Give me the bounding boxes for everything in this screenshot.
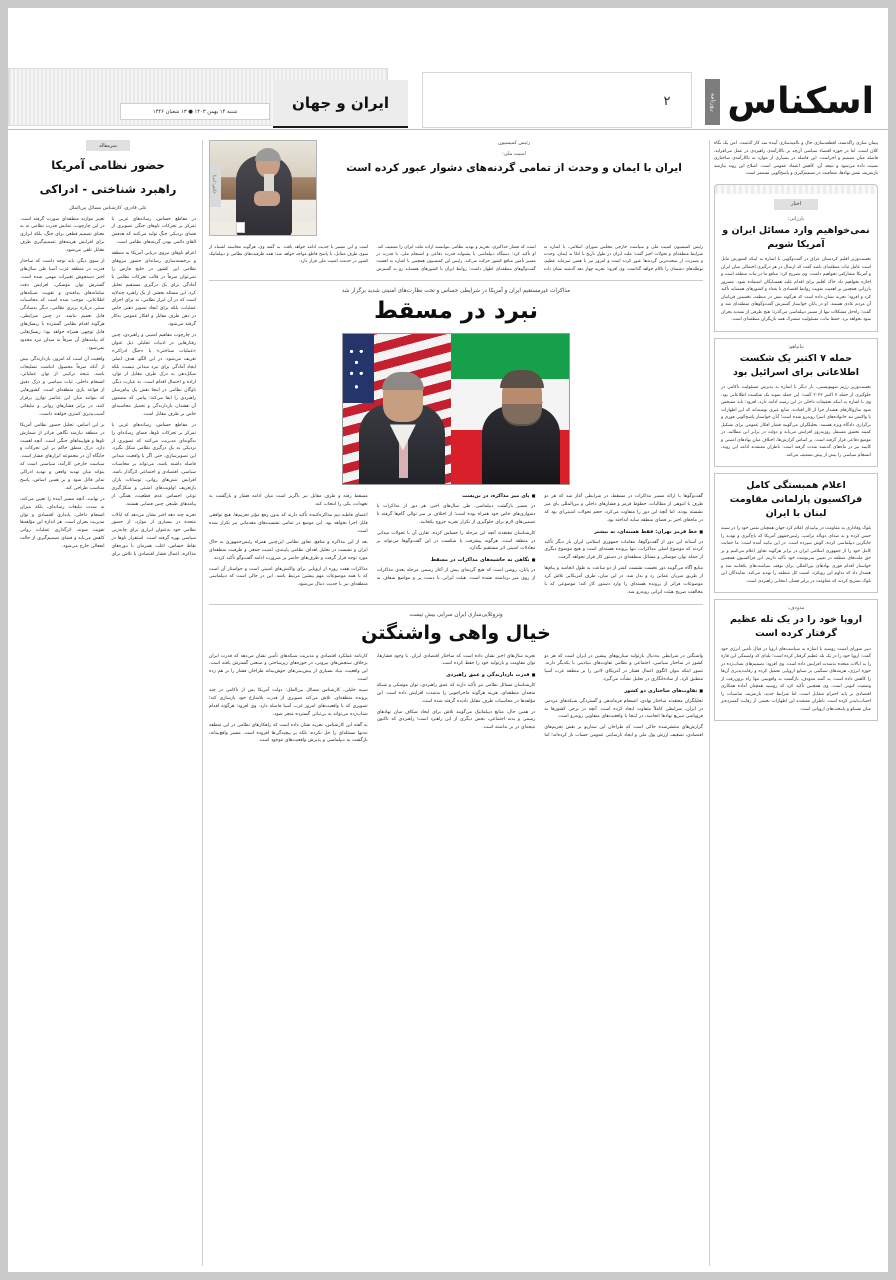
negotiator-us-figure [359, 366, 445, 484]
photo-figure-hair [255, 148, 281, 161]
date-text: شنبه ۱۴ بهمن ۱۴۰۳ ● ۱۳ شعبان ۱۴۴۶ [152, 108, 238, 115]
masthead-frame-right [422, 72, 692, 128]
negotiator-iran-figure [482, 362, 560, 484]
center-column [202, 140, 710, 1266]
story-subhead: ■ تفاوت‌های ساختاری دو کشور [544, 688, 703, 696]
news-headline[interactable]: اعلام همبستگی کامل فراکسیون پارلمانی مقاومت لبنان با ایران [729, 480, 863, 519]
news-kicker: مدودف: [787, 605, 805, 612]
editorial-paragraph: در مقاطع حساس، رسانه‌های غربی با تمرکز بر تحرکات ناوهای جنگی تصویری از فضای نزدیکی جنگ تولید می‌کنند که هدفش القای دائمی بودن گزینه‌های نظامی است. [111, 216, 196, 246]
editorial-paragraph: بر این اساس، تحلیل حضور نظامی آمریکا در منطقه نیازمند نگاهی فراتر از شمارش ناوها و هواپیماهای جنگی است. آنچه اهمیت دارد، درک منطق حاکم بر این تحرکات و جایگاه آن در مجموعه ابزارهای فشار است. سیاست خارجی کارآمد، سیاستی است که بتواند میان تهدید واقعی و تهدید ادراکی تمایز قائل شود و بر همین اساس، پاسخ متناسب طراحی کند. [20, 422, 105, 491]
story-paragraph: کارشناسان معتقدند آنچه این مرحله را حساس کرده، تقارن آن با تحولات میدانی در منطقه است. هرگونه پیشرفت یا شکست در این گفت‌وگوها می‌تواند بر معادلات امنیتی اثر مستقیم بگذارد. [376, 530, 536, 552]
page-number-value: ۲ [663, 93, 671, 109]
story-paragraph: تحلیلگران معتقدند ساختار نهادی، انسجام فرماندهی و گستردگی شبکه‌های مردمی در ایران، شرایطی کاملاً متفاوت ایجاد کرده است. آنچه در برخی کشورها به فروپاشی سریع نهادها انجامید، در اینجا با واقعیت‌های متفاوتی روبه‌رو است. [544, 698, 703, 720]
lead-intro-text [209, 244, 703, 273]
editorial-paragraph: در چارچوب مفاهیم امنیتی و راهبردی، چنین رفتارهایی در ادبیات تحلیلی ذیل عنوان «عملیات شناختی» یا «جنگ ادراکی» تعریف می‌شود. در این الگو، هدف اصلی ایجاد آمادگی برای نبرد میدانی نیست، بلکه شکل‌دهی به درک طرف مقابل از توان، اراده و احتمال اقدام است. به عبارت دیگر، ناوگان نظامی در اینجا نقش یک پیام‌رسان راهبردی را ایفا می‌کند؛ پیامی که مضمون آن هشدار، بازدارندگی و تحمیل محاسبه‌ای خاص بر طرف مقابل است. [111, 332, 196, 417]
main-story-body [209, 493, 703, 596]
main-story [209, 288, 703, 597]
page-number [654, 86, 680, 116]
story-paragraph: اعضای قاطبه تیم مذاکره‌کننده تأکید دارند که بدون رفع مؤثر تحریم‌ها، هیچ توافقی قابل اجرا نخواهد بود. این موضع در تمامی نشست‌های مقدماتی نیز تکرار شده است. [209, 513, 368, 535]
brand-vertical-label: روزنامه [705, 79, 720, 125]
story-paragraph: گزارش‌های منتشرشده حاکی است که طراحان این سناریو بر نقش تحریم‌های اقتصادی، تضعیف ارزش پول ملی و ایجاد نارضایتی عمومی حساب باز کرده‌اند؛ اما تجربه سال‌های اخیر نشان داده است که ساختار اقتصادی ایران، با وجود فشارها، توان مقاومت و بازتولید خود را حفظ کرده است. [376, 653, 703, 739]
editorial-paragraph: تجربه چند دهه اخیر نشان می‌دهد که ایالات متحده در بسیاری از موارد، از حضور نظامی خود به‌عنوان ابزاری برای چانه‌زنی سیاسی بهره گرفته است. استقرار ناوها در نقاط حساس، اغلب همزمان با دوره‌های مذاکره، اعمال فشار اقتصادی یا تلاش برای تغییر موازنه منطقه‌ای صورت گرفته است. در این چارچوب، نمایش قدرت نظامی نه به معنای تصمیم قطعی برای جنگ، بلکه ابزاری برای افزایش هزینه‌های تصمیم‌گیری طرف مقابل تلقی می‌شود. [20, 216, 196, 558]
news-headline[interactable]: حمله ۷ اکتبر یک شکست اطلاعاتی برای اسرائیل بود [732, 352, 860, 378]
editorial-paragraph: اعزام ناوهای نیروی دریایی آمریکا به منطقه و برجسته‌سازی رسانه‌ای حضور نیروهای نظامی این کشور در خلیج فارس را نمی‌توان صرفاً در قالب تحرکات نظامی یا آمادگی برای یک درگیری مستقیم تحلیل کرد. این مسئله بخشی از یک راهبرد چندلایه است که در آن ابزار نظامی، نه برای اجرای عملیات، بلکه برای ایجاد تصویر ذهنی خاص در ذهن طرف مقابل و افکار عمومی به‌کار گرفته می‌شود. [111, 251, 196, 328]
story-headline[interactable]: نبرد در مسقط [373, 297, 539, 324]
editorial-headline-line2[interactable]: راهبرد شناختی - ادراکی [39, 182, 177, 197]
secondary-story [209, 612, 703, 746]
story-kicker: مذاکرات غیرمستقیم ایران و آمریکا در شرایطی حساس و تحت نظارت‌های امنیتی شدید برگزار شد [341, 287, 571, 294]
news-box[interactable] [714, 338, 878, 467]
section-label-editorial: سرمقاله [86, 140, 130, 151]
figure-hair [382, 372, 424, 390]
lead-photo [209, 140, 317, 236]
section-tab-iran-and-world[interactable] [273, 80, 408, 128]
editorial-byline: علی قادری، کارشناس مسائل بین‌الملل [69, 205, 147, 211]
story-photo-negotiators [342, 333, 570, 485]
brand-title: اسکناس [727, 81, 874, 122]
story-paragraph: کارشناسان مسائل نظامی نیز تأکید دارند که عمق راهبردی، توان موشکی و شبکه متحدان منطقه‌ای، هزینه هرگونه ماجراجویی را به‌شدت افزایش داده است. این مؤلفه‌ها در محاسبات طرف مقابل نادیده گرفته شده است. [376, 682, 536, 704]
editorial-paragraph: از سوی دیگر، باید توجه داشت که ساختار قدرت در منطقه غرب آسیا طی سال‌های اخیر دستخوش تغییرات مهمی شده است. گسترش توان موشکی، افزایش دقت سامانه‌های پدافندی و تقویت شبکه‌های اطلاعاتی، موجب شده است که محاسبات سنتی درباره برتری نظامی، دیگر به‌سادگی قابل تعمیم نباشد. در چنین شرایطی، هرگونه اقدام نظامی گسترده با ریسک‌های قابل توجهی همراه خواهد بود؛ ریسک‌هایی که پیامدهای آن صرفاً به میدان نبرد محدود نمی‌شود. [20, 258, 105, 351]
story-paragraph: در پایان، روشن است که هیچ گزینه‌ای پیش از آغاز رسمی مرحله بعدی مذاکرات از روی میز برداشته نشده است. هیئت ایرانی با دست پر و مواضع شفاف به مسقط رفته و طرف مقابل نیز ناگزیر است میان ادامه فشار و بازگشت به تعهدات، یکی را انتخاب کند. [209, 494, 536, 581]
story-paragraph: گفت‌وگوها با ارائه مسیر مذاکرات در مسقط، در شرایطی آغاز شد که هر دو طرف با انبوهی از مطالبات، خطوط قرمز و فشارهای داخلی و بین‌المللی پای میز نشسته بودند. اما آنچه این دور را متفاوت می‌کرد، حجم تحولات امنیتی‌ای بود که در ماه‌های اخیر بر فضای منطقه سایه انداخته بود. [544, 494, 703, 524]
lead-intro-paragraph: رئیس کمیسیون امنیت ملی و سیاست خارجی مجلس شورای اسلامی، با اشاره به شرایط منطقه‌ای و تحولات اخیر گفت: ملت ایران در طول تاریخ با اتکا به ایمان، وحدت و بصیرت، از سخت‌ترین گردنه‌ها عبور کرده است و امروز نیز با همین سرمایه عظیم، توطئه‌های دشمنان را ناکام خواهد گذاشت. وی افزود: تجربه چهار دهه گذشته نشان داده است که فشار حداکثری، تحریم و تهدید نظامی نتوانسته اراده ملت ایران را تضعیف کند. او تأکید کرد: دستگاه دیپلماسی با پشتوانه قدرت دفاعی و انسجام ملی، با قدرت در مسیر تأمین منافع کشور حرکت می‌کند. رئیس این کمیسیون همچنین با اشاره به اهمیت گفت‌وگوهای منطقه‌ای اظهار داشت: روابط ایران با کشورهای همسایه رو به گسترش است و این مسیر با جدیت ادامه خواهد یافت. به گفته وی، هرگونه محاسبه اشتباه از سوی طرف مقابل، با پاسخ قاطع مواجه خواهد شد؛ همه ظرفیت‌های نظامی و دیپلماتیک کشور در خدمت امنیت ملی قرار دارد. [209, 245, 703, 272]
lead-text-block [325, 140, 703, 177]
secondary-story-body [209, 653, 703, 746]
story-paragraph: در آستانه این دور از گفت‌وگوها، مقامات جمهوری اسلامی ایران بار دیگر تأکید کردند که موضوع اصلی مذاکرات، تنها پرونده هسته‌ای است و هیچ موضوع دیگری از جمله توان موشکی و مسائل منطقه‌ای در دستور کار قرار نخواهد گرفت. [544, 539, 703, 561]
story-paragraph: بعد از این مذاکره و منافع، تجاوز نظامی این‌چنین همراه رئیس‌جمهوری به خاک ایران و نشست در تحلیل اهداف نظامی پایبندی، امنیت جمعی و ظرفیت منطقه‌ای مورد توجه قرار گرفت و طرف‌های حاضر بر ضرورت ادامه گفت‌وگو تأکید کردند. [209, 539, 368, 561]
editorial-body [20, 216, 196, 559]
story-paragraph: به گفته این کارشناس، تجربه نشان داده است که راهکارهای نظامی در این منطقه نه‌تنها مسئله‌ای را حل نکرده، بلکه بر پیچیدگی‌ها افزوده است. مسیر واقع‌بینانه، بازگشت به دیپلماسی و پذیرش واقعیت‌های موجود است. [209, 722, 368, 744]
photo-figure-shirt [264, 174, 274, 192]
news-body: دبیر شورای امنیت روسیه با اشاره به سیاست‌های اروپا در قبال تأمین انرژی خود گفت: اروپا خود را در یک تله عظیم گرفتار کرده است؛ تله‌ای که وابستگی این قاره را به ایالات متحده به‌شدت افزایش داده است. وی افزود: تصمیم‌های شتاب‌زده در حوزه انرژی، هزینه‌های سنگینی بر صنایع اروپایی تحمیل کرده و رقابت‌پذیری آن‌ها را کاهش داده است. به گفته مدودف، بازگشت به واقع‌بینی تنها راه برون‌رفت از وضعیت کنونی است. وی همچنین تأکید کرد که روسیه همچنان آماده همکاری اقتصادی بر پایه احترام متقابل است، اما شرایط جدید، بازتعریف مناسبات را اجتناب‌ناپذیر کرده است. ناظران معتقدند این اظهارات بخشی از رقابت گسترده‌تر میان مسکو و پایتخت‌های اروپایی است. [721, 646, 871, 712]
story-paragraph: منابع آگاه می‌گویند دور نخست نشست کمتر از دو ساعت به طول انجامید و پیام‌ها از طریق میزبان عمانی رد و بدل شد. در این میان، طرف آمریکایی تلاش کرد موضوعات فراتر از پرونده هسته‌ای را وارد دستور کار کند؛ موضوعی که با مخالفت صریح هیئت ایرانی روبه‌رو شد. [544, 566, 703, 595]
story-subhead: ■ پای میز مذاکره، در بن‌بست [377, 493, 536, 501]
story-paragraph: سیبه خلیلی، کارشناس مسائل بین‌الملل: دولت آمریکا پس از ناکامی در چند پرونده منطقه‌ای، تلاش می‌کند تصویری از قدرت بلامنازع خود بازسازی کند؛ تصویری که با واقعیت‌های امروز غرب آسیا فاصله دارد. وی افزود: هرگونه اقدام شتاب‌زده می‌تواند به بی‌ثباتی گسترده منجر شود. [209, 688, 368, 717]
story-subhead: ■ خط قرمز تهران: فقط هسته‌ای، نه بیشتر [544, 529, 703, 537]
lead-headline[interactable]: ایران با ایمان و وحدت از تمامی گردنه‌های دشوار عبور کرده است [346, 162, 682, 174]
photo-figure-hands [254, 191, 280, 206]
news-body: نخست‌وزیر اقلیم کردستان عراق در گفت‌وگویی با اشاره به اینکه کشورش مایل است عامل ثبات منطقه‌ای باشد گفت که ارسال در هر درگیری احتمالی میان ایران و آمریکا مشارکتی نخواهیم داشت. وی تصریح کرد: منافع ما در ثبات منطقه است و اجازه نخواهیم داد خاک اقلیم برای اقدام علیه همسایگان استفاده شود. مسرور بارزانی همچنین بر اهمیت تقویت روابط اقتصادی با بغداد و کشورهای همسایه تأکید کرد و افزود: تجربه نشان داده است که هرگونه تنش در منطقه، نخستین قربانیان آن مردم عادی هستند. او در پایان خواستار گسترش گفت‌وگوهای منطقه‌ای شد و گفت: راه‌حل مشکلات تنها از مسیر دیپلماسی می‌گذرد؛ هیچ طرفی از تشدید بحران سود نخواهد برد. حفظ ثبات، مسئولیت مشترک همه بازیگران منطقه‌ای است. [721, 257, 871, 323]
photo-credit: عکس: ایرنا [209, 163, 221, 207]
news-box[interactable] [714, 473, 878, 593]
story-subhead: ■ قدرت بازدارندگی و عمق راهبردی [377, 672, 536, 680]
story-paragraph: مذاکرات هفت روزه از اروپایی برای واکنش‌های امنیتی است و خواستار آن است که با همه موضوعات مهم پیشین مرتبط باشد. این در حالی است که دیپلماسی منطقه‌ای نیز با جدیت دنبال می‌شود. [209, 566, 368, 588]
story-headline[interactable]: خیال واهی واشنگتن [361, 621, 551, 644]
masthead [8, 8, 888, 136]
story-paragraph: در مسیر بازگشت دیپلماسی، طی سال‌های اخیر، هر دور از مذاکرات با دشواری‌های خاص خود همراه بوده است؛ از اختلاف بر سر توالی گام‌ها گرفته تا تضمین‌های لازم برای جلوگیری از تکرار تجربه خروج یکجانبه. [376, 503, 536, 525]
photo-cup [236, 222, 245, 233]
news-box[interactable] [714, 184, 878, 332]
divider [209, 604, 703, 605]
section-tab-label: ایران و جهان [292, 94, 389, 112]
left-column [710, 140, 882, 1266]
section-label-news: اخبار [774, 199, 818, 210]
lead-kicker-line1: رئیس کمیسیون [497, 140, 531, 146]
date-line [120, 103, 270, 120]
lead-story [209, 140, 703, 236]
news-headline[interactable]: نمی‌خواهیم وارد مسائل ایران و آمریکا شویم [722, 224, 870, 250]
news-kicker: نتانیاهو: [788, 343, 804, 350]
news-body: بلوک وفاداری به مقاومت در بیانیه‌ای اعلام کرد جهان همچنان نفس خود را در سینه حبس کرده و به صدای دونالد ترامپ، رئیس‌جمهور آمریکا که باج‌گیری و تهدید را جایگزین دیپلماسی کرده، گوش سپرده است. در این بیانیه آمده است: ما حمایت کامل خود را از جمهوری اسلامی ایران در برابر هرگونه تجاوز اعلام می‌کنیم و بر حق ملت‌های منطقه در تعیین سرنوشت خود تأکید داریم. این فراکسیون همچنین خواستار اقدام فوری نهادهای بین‌المللی برای توقف سیاست‌های یکجانبه شد و هشدار داد که تداوم این رویکرد، امنیت کل منطقه را تهدید می‌کند. نمایندگان این بلوک تصریح کردند که مقاومت در برابر فشار، انتخابی راهبردی است. [721, 526, 871, 584]
editorial-headline-line1[interactable]: حضور نظامی آمریکا [51, 158, 165, 172]
news-kicker: بارزانی: [787, 215, 805, 222]
left-intro-paragraph: پیمان سازی راگذشته، اقطعه‌سازی حال و ناامیدسازی آینده سه کار گذشت. امن یک نگاه کلان است، اما در حوزه اقتصاد سیاسی آن‌چه بر ناکارآمدی راهبردی در عمل می‌افزاید، فاصله میان تصمیم و اجراست. این فاصله در بسیاری از موارد به ناکارآمدی ساختاری نسبت داده می‌شود و نتیجه آن، کاهش اعتماد عمومی است. اصلاح این روند نیازمند بازتعریف نقش نهادها، شفافیت در تصمیم‌گیری و پاسخ‌گویی مستمر است. [714, 141, 878, 177]
news-headline[interactable]: اروپا خود را در یک تله عظیم گرفتار کرده است [730, 614, 862, 640]
masthead-divider [8, 129, 888, 130]
brand-logo[interactable] [705, 74, 874, 130]
story-subhead: ■ نگاهی به حاشیه‌های مذاکرات در مسقط [377, 557, 536, 565]
editorial-paragraph: در مقاطع حساس، رسانه‌های غربی با تمرکز بر تحرکات ناوها، فضای رسانه‌ای را به‌گونه‌ای مدیریت می‌کنند که تصویری از نزدیکی به یک درگیری نظامی شکل بگیرد. این تصویرسازی، حتی اگر با واقعیت میدانی فاصله داشته باشد، می‌تواند بر محاسبات سیاسی، اقتصادی و اجتماعی اثرگذار باشد. افزایش تنش‌های روانی، نوسانات بازار، بازتعریف اولویت‌های امنیتی و شکل‌گیری نوعی احساس عدم قطعیت، همگی از پیامدهای طبیعی چنین فضایی هستند. [111, 422, 196, 507]
news-body: نخست‌وزیر رژیم صهیونیستی، بار دیگر با اشاره به پذیرش مسئولیت ناکامی در جلوگیری از حمله ۷ اکتبر ۲۰۲۳ گفت: این حمله نمونه یک شکست اطلاعاتی بود. وی با اشاره به اینکه تحقیقات داخلی در این زمینه ادامه دارد، افزود: باید مشخص شود سازوکارهای هشدار چرا از کار افتادند. منابع عبری نوشته‌اند که این اظهارات با واکنش تند خانواده‌های اسرا روبه‌رو شده است؛ آنان خواستار پاسخ‌گویی فوری و برگزاری دادگاه ویژه هستند. تحلیلگران می‌گویند فشار افکار عمومی برای تشکیل کمیته تحقیق مستقل روزبه‌روز افزایش می‌یابد و دولت در برابر این مطالبه، در موضع دفاعی قرار گرفته است. بر اساس گزارش‌ها، اختلاف میان نهادهای امنیتی و کابینه نیز در ماه‌های گذشته شدت گرفته است. ناظران معتقدند ادامه این روند، انسجام سیاسی را بیش از پیش تضعیف می‌کند. [721, 385, 871, 458]
page-body [14, 140, 882, 1266]
newspaper-page [8, 8, 888, 1272]
figure-hair [500, 370, 544, 388]
story-kicker: ونزوئلایی‌سازی ایران سرابی بیش نیست [409, 611, 503, 618]
divider [209, 280, 703, 281]
news-box[interactable] [714, 599, 878, 721]
story-paragraph: کارنامه عملکرد اقتصادی و مدیریت شبکه‌های تأمین نشان می‌دهد که قدرت ایران برخلاف سنجش‌های بیرونی، در حوزه‌های زیرساختی و صنعتی گسترش یافته است. این واقعیت، بنیاد بسیاری از پیش‌بینی‌های خوش‌بینانه طراحان فشار را بر هم زده است. [209, 653, 368, 683]
editorial-paragraph: در نهایت، آنچه مسیر آینده را تعیین می‌کند، نه شدت تبلیغات رسانه‌ای، بلکه میزان انسجام داخلی، پایداری اقتصادی و توان مدیریت بحران است. هر اندازه این مؤلفه‌ها تقویت شوند، اثرگذاری عملیات روانی کاهش می‌یابد و فضای تصمیم‌گیری از حالت انفعالی خارج می‌شود. [20, 496, 105, 550]
lead-kicker-line2: امنیت ملی: [502, 150, 526, 157]
story-paragraph: واشنگتن در شرایطی به‌دنبال بازتولید سناریوهای پیشین در ایران است که هر دو کشور در ساختار سیاسی، اجتماعی و نظامی تفاوت‌های بنیادینی با یکدیگر دارند. تصور اینکه بتوان الگوی اعمال فشار در آمریکای لاتین را بر منطقه غرب آسیا منطبق کرد، از ساده‌انگاری در تحلیل نشأت می‌گیرد. [544, 653, 703, 683]
editorial-paragraph: واقعیت آن است که امروز، بازدارندگی بیش از آنکه صرفاً محصول انباشت تسلیحات باشد، نتیجه ترکیبی از توان عملیاتی، انسجام داخلی، ثبات سیاسی و درک دقیق از قواعد بازی منطقه‌ای است. کشورهایی که بتوانند میان این عناصر توازن برقرار کنند، در برابر فشارهای روانی و تبلیغاتی آسیب‌پذیری کمتری خواهند داشت. [20, 356, 105, 417]
right-column-editorial [14, 140, 202, 1266]
story-paragraph: در همین حال، منابع دیپلماتیک می‌گویند تلاش برای ایجاد شکاف میان نهادهای رسمی و بدنه اجتماعی، بخش دیگری از این راهبرد است؛ راهبردی که تاکنون نتیجه‌ای در بر نداشته است. [376, 709, 536, 731]
